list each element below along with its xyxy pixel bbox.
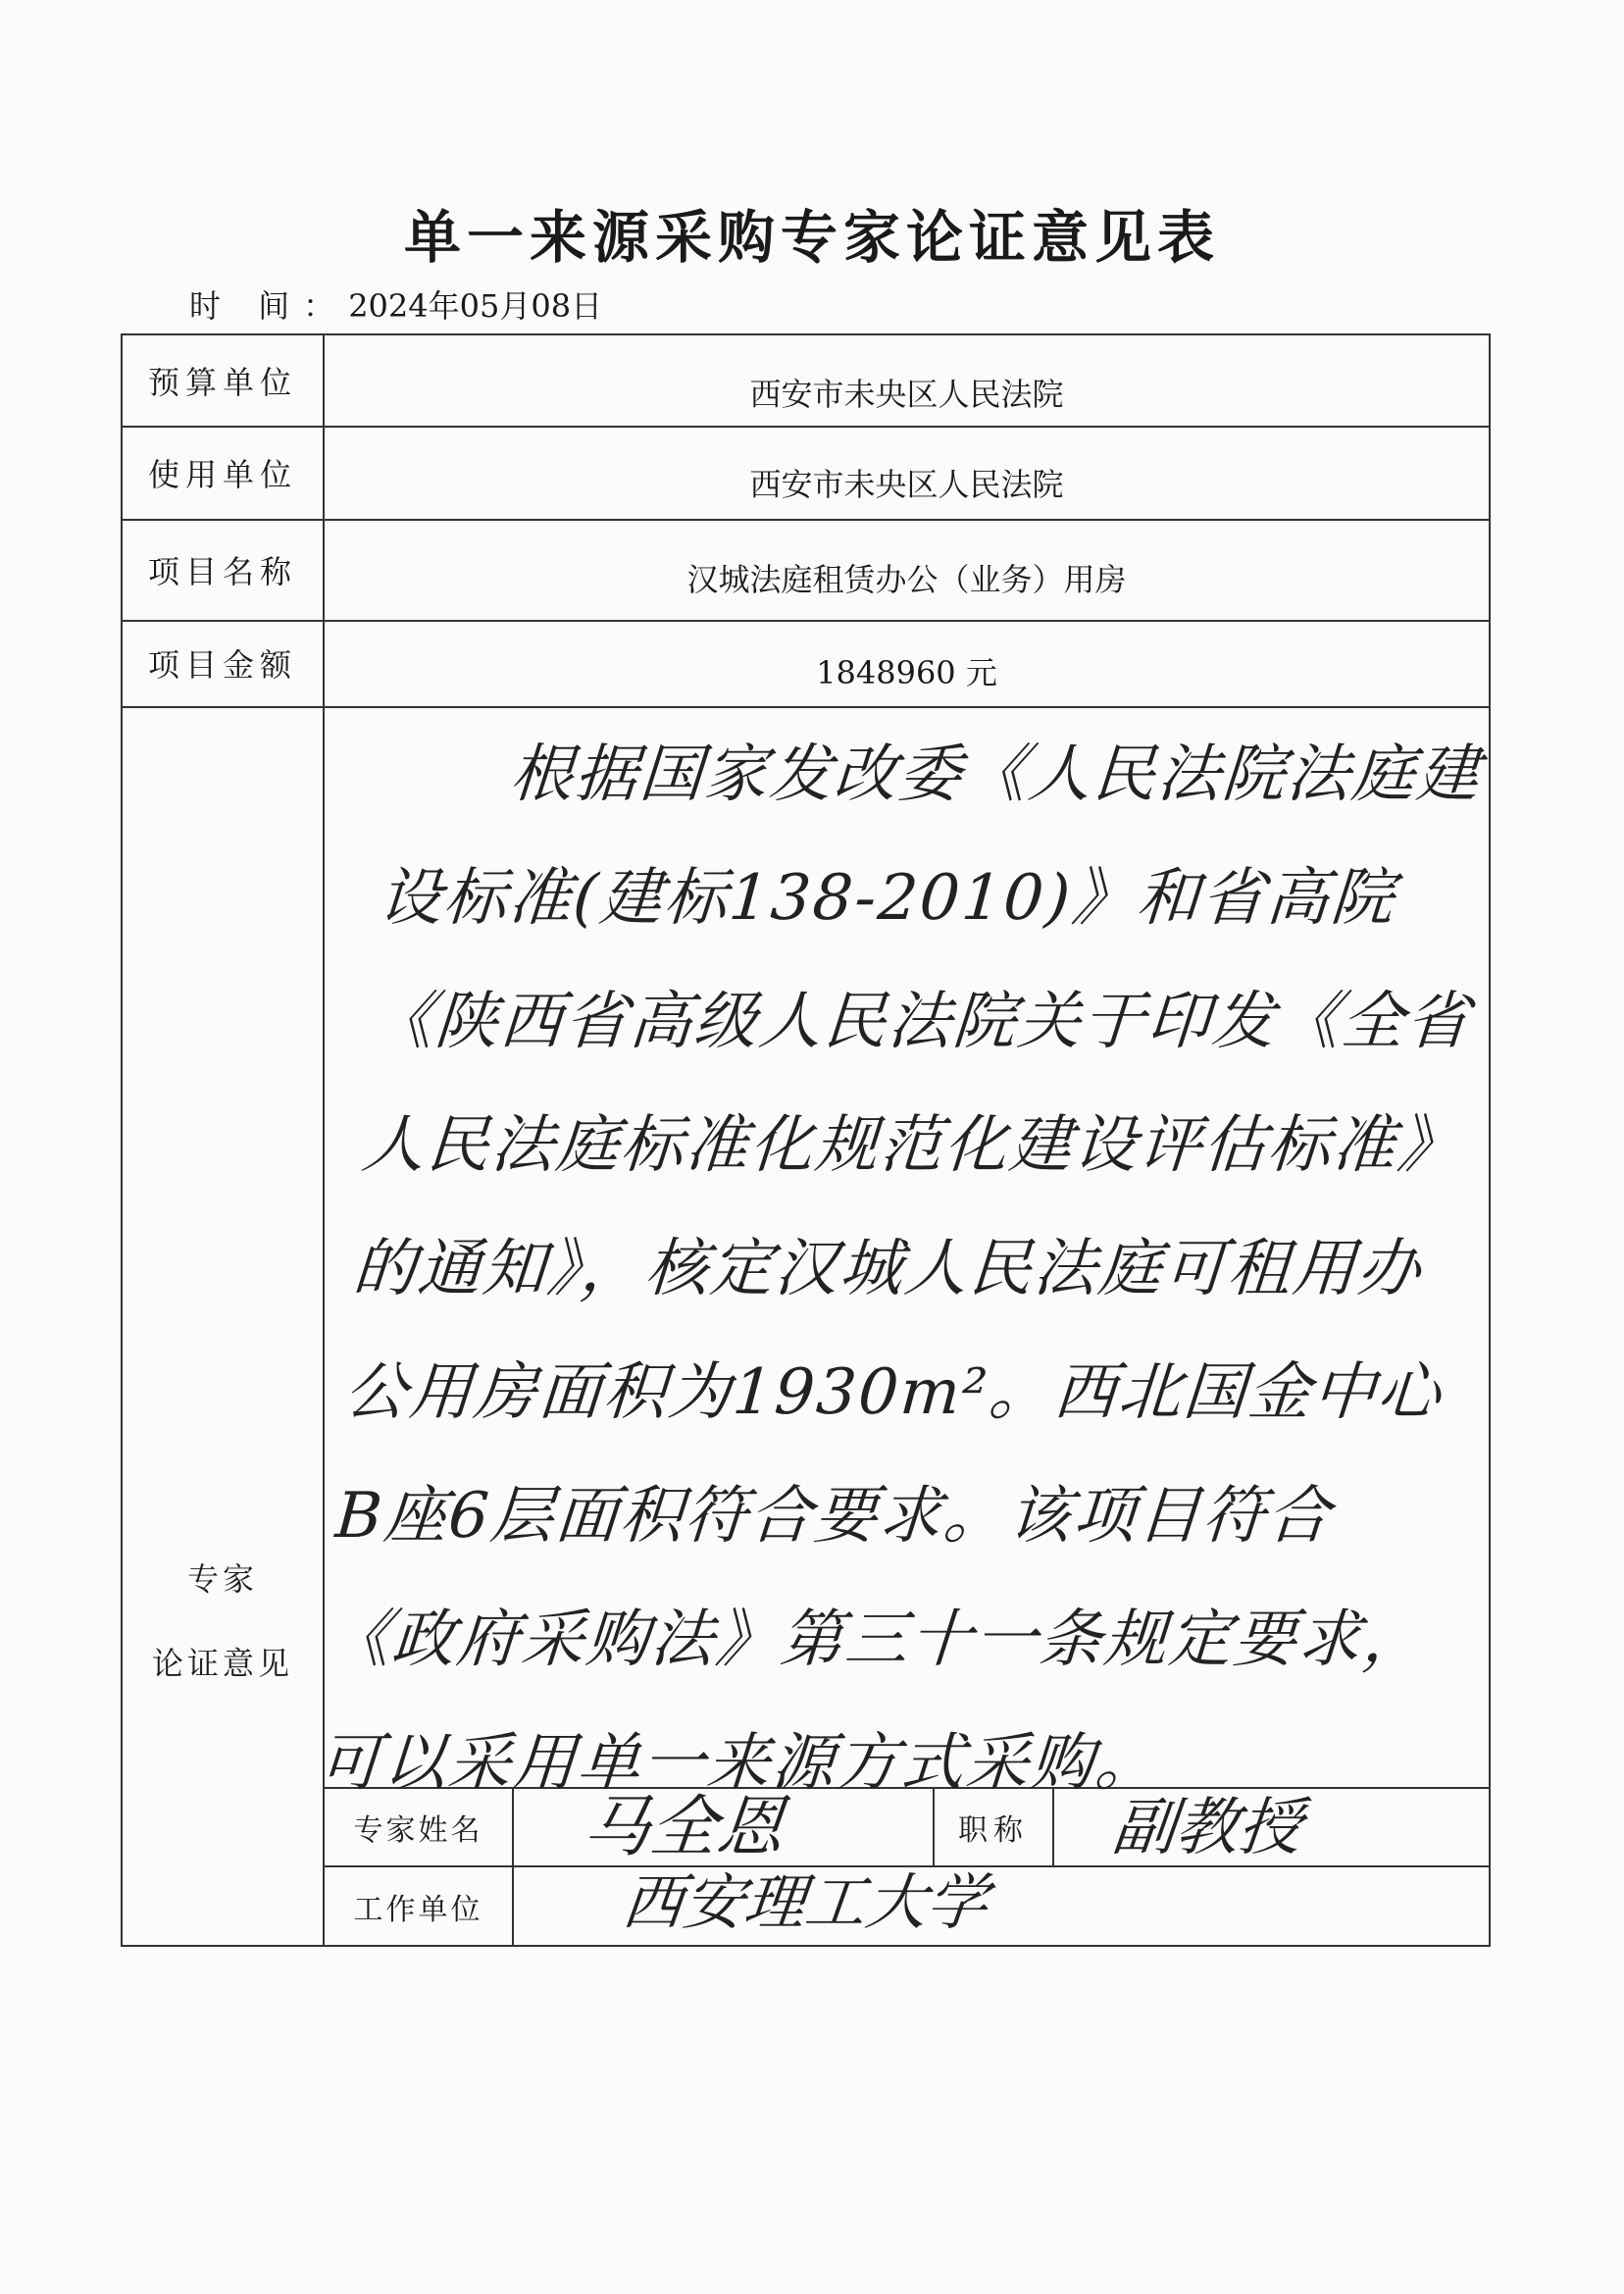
user-unit-value: 西安市未央区人民法院	[749, 466, 1064, 503]
date-value: 2024年05月08日	[348, 287, 603, 325]
opinion-label	[123, 1537, 323, 1706]
project-name-value: 汉城法庭租赁办公（业务）用房	[686, 560, 1127, 598]
opinion-label-line1: 专家	[186, 1560, 258, 1598]
expert-opinion-handwriting	[314, 713, 1504, 1825]
budget-unit-label: 预算单位	[147, 364, 297, 401]
opinion-text: 根据国家发改委《人民法院法庭建设标准(建标138-2010)》和省高院《陕西省高级人民法院关于印发《全省人民法庭标准化规范化建设评估标准》的通知》，核定汉城人民法庭可租用办公用房面积为1930m²。西北国金中心B座6层面积符合要求。该项目符合《政府采购法》第三十一条规定要求，可以采用单一来源方式采购。	[316, 739, 1484, 1800]
form-title: 单一来源采购专家论证意见表	[403, 204, 1220, 271]
user-unit-label: 使用单位	[147, 455, 297, 493]
date-row	[189, 281, 602, 327]
opinion-form-table	[121, 333, 1491, 1947]
project-amount-label: 项目金额	[147, 646, 297, 684]
expert-name-signature: 马全恩	[579, 1789, 788, 1866]
project-name-label: 项目名称	[147, 552, 297, 590]
budget-unit-value: 西安市未央区人民法院	[749, 376, 1064, 413]
expert-name-label: 专家姓名	[353, 1813, 483, 1848]
job-title-label: 职称	[958, 1813, 1029, 1848]
date-label: 时 间：	[189, 287, 349, 325]
work-unit-handwriting: 西安理工大学	[619, 1866, 991, 1938]
work-unit-label: 工作单位	[353, 1892, 483, 1927]
project-amount-value: 1848960 元	[816, 654, 997, 691]
job-title-handwriting: 副教授	[1109, 1792, 1305, 1864]
opinion-label-line2: 论证意见	[151, 1645, 293, 1682]
